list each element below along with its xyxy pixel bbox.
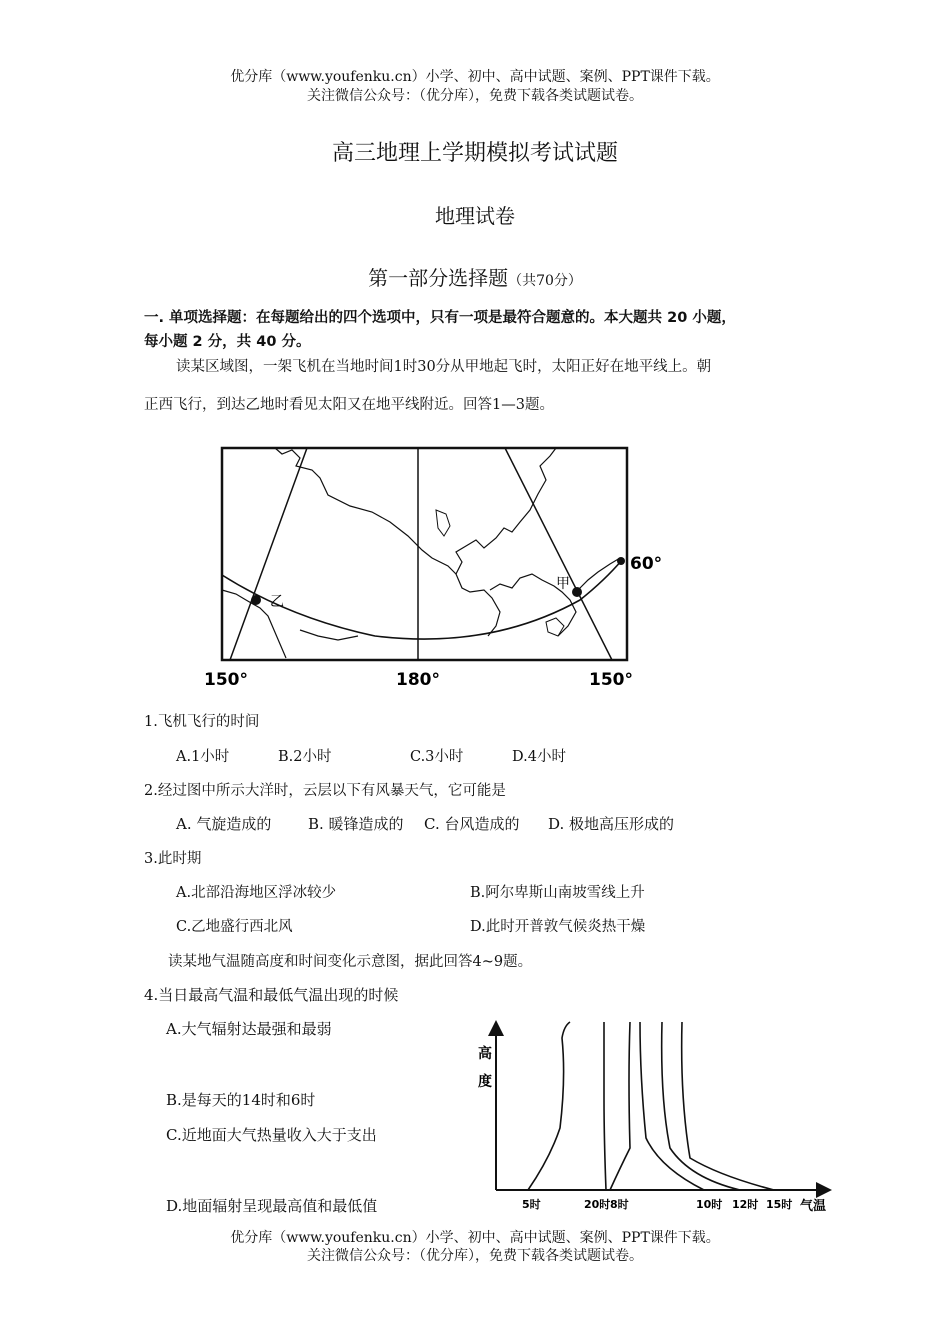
point-a-label: 甲 [556, 576, 570, 592]
footer-line-1: 优分库（www.youfenku.cn）小学、初中、高中试题、案例、PPT课件下载。 [230, 1230, 720, 1246]
q2-option-a: A. 气旋造成的 [176, 815, 272, 833]
q2-option-d: D. 极地高压形成的 [548, 815, 675, 833]
point-b-label: 乙 [270, 594, 284, 610]
tick-20h: 20时 [584, 1198, 611, 1211]
q4-option-a: A.大气辐射达最强和最弱 [166, 1020, 332, 1038]
curve-15h [682, 1022, 774, 1190]
region-map [200, 440, 670, 696]
q1-stem: 1.飞机飞行的时间 [144, 714, 260, 730]
lon-label-3: 150° [589, 670, 633, 690]
y-label-2: 度 [478, 1074, 492, 1090]
temperature-height-chart [470, 1018, 840, 1218]
q2-option-b: B. 暖锋造成的 [308, 815, 404, 833]
lon-label-2: 180° [396, 670, 440, 690]
tick-5h: 5时 [522, 1198, 541, 1211]
x-label: 气温 [800, 1199, 827, 1214]
y-label-1: 高 [478, 1046, 492, 1062]
exam-subtitle: 地理试卷 [435, 204, 515, 228]
q3-option-b: B.阿尔卑斯山南坡雪线上升 [470, 885, 645, 901]
q1-option-c: C.3小时 [410, 749, 464, 765]
q3-option-a: A.北部沿海地区浮冰较少 [176, 885, 337, 901]
intro2: 读某地气温随高度和时间变化示意图，据此回答4~9题。 [168, 954, 533, 970]
lat-label: 60° [630, 554, 663, 574]
exam-title: 高三地理上学期模拟考试试题 [331, 141, 618, 166]
q2-option-c: C. 台风造成的 [424, 815, 520, 833]
intro1-line-1: 读某区域图，一架飞机在当地时间1时30分从甲地起飞时，太阳正好在地平线上。朝 [176, 359, 712, 375]
curve-10h [640, 1022, 704, 1190]
curve-8h [610, 1022, 630, 1190]
part-note: （共70分） [508, 273, 582, 289]
q3-stem: 3.此时期 [144, 851, 202, 867]
q3-option-c: C.乙地盛行西北风 [176, 919, 293, 935]
tick-8h: 8时 [610, 1198, 629, 1211]
section-instruction-2: 每小题 2 分，共 40 分。 [144, 334, 311, 350]
q1-option-d: D.4小时 [512, 749, 566, 765]
lon-label-1: 150° [204, 670, 248, 690]
point-a-marker [572, 587, 582, 597]
q1-option-a: A.1小时 [176, 749, 230, 765]
q4-stem: 4.当日最高气温和最低气温出现的时候 [144, 986, 399, 1004]
section-instruction-1: 一. 单项选择题：在每题给出的四个选项中，只有一项是最符合题意的。本大题共 20 小题， [144, 310, 736, 326]
q4-option-b: B.是每天的14时和6时 [166, 1091, 316, 1109]
lat-marker [617, 557, 625, 565]
part-heading [0, 262, 950, 291]
header-line-2: 关注微信公众号：（优分库），免费下载各类试题试卷。 [307, 88, 643, 104]
q4-option-d: D.地面辐射呈现最高值和最低值 [166, 1197, 378, 1215]
curve-20h [604, 1022, 606, 1190]
q3-option-d: D.此时开普敦气候炎热干燥 [470, 919, 646, 935]
part-label: 第一部分选择题 [368, 266, 509, 290]
q4-option-c: C.近地面大气热量收入大于支出 [166, 1126, 377, 1144]
intro1-line-2: 正西飞行，到达乙地时看见太阳又在地平线附近。回答1—3题。 [144, 397, 554, 413]
footer-line-2: 关注微信公众号：（优分库），免费下载各类试题试卷。 [307, 1248, 643, 1264]
curve-5h [528, 1022, 570, 1190]
tick-15h: 15时 [766, 1198, 793, 1211]
tick-10h: 10时 [696, 1198, 723, 1211]
point-b-marker [251, 595, 261, 605]
header-line-1: 优分库（www.youfenku.cn）小学、初中、高中试题、案例、PPT课件下载。 [230, 69, 720, 85]
q2-stem: 2.经过图中所示大洋时，云层以下有风暴天气，它可能是 [144, 783, 506, 799]
q1-option-b: B.2小时 [278, 749, 332, 765]
tick-12h: 12时 [732, 1198, 759, 1211]
